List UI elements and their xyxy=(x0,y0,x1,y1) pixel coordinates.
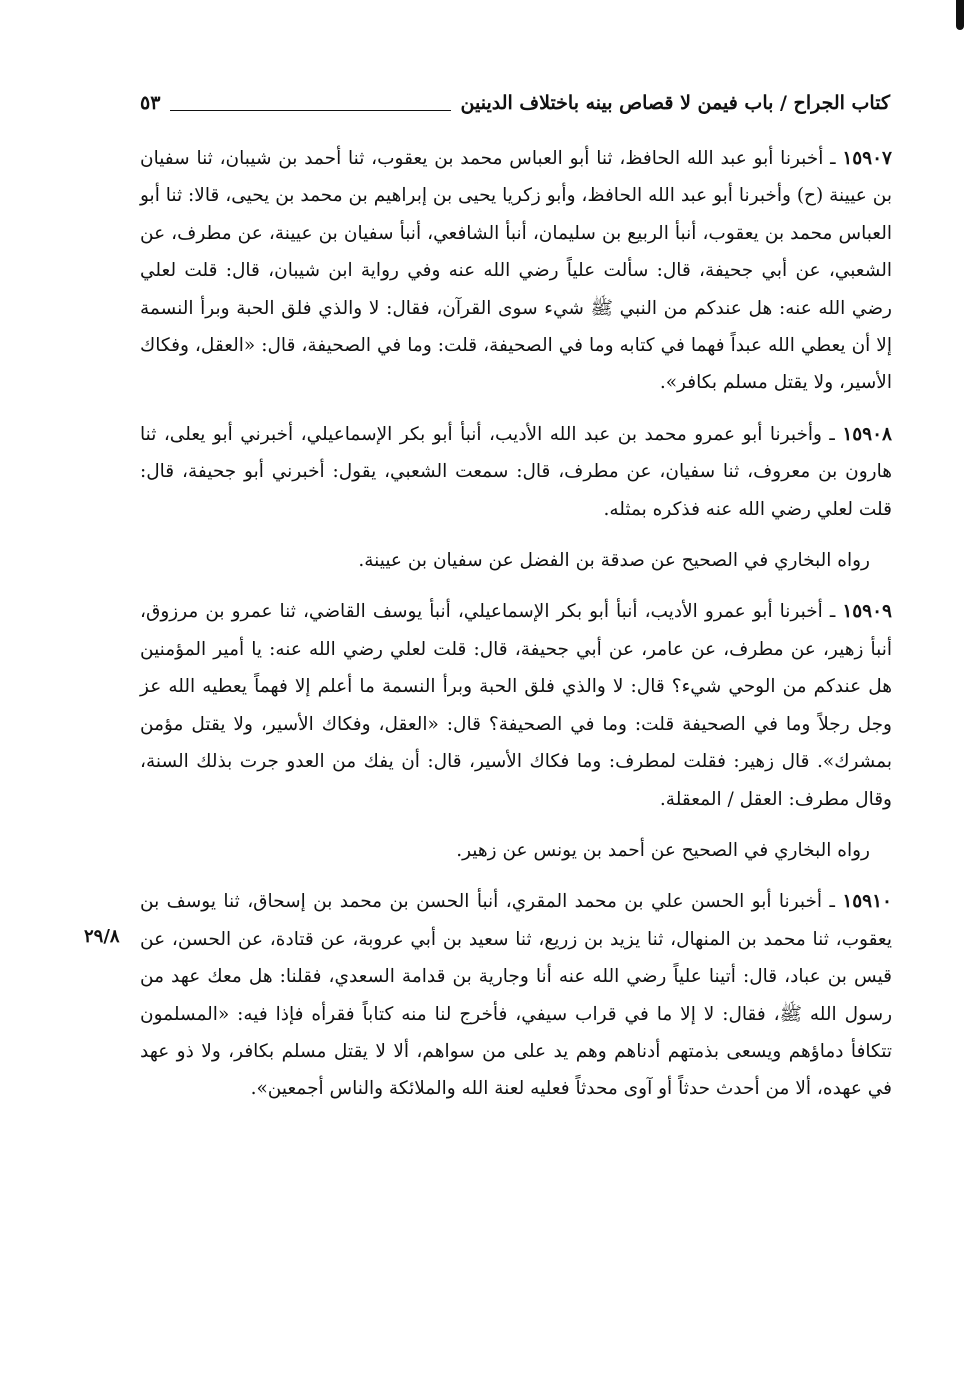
hadith-text: ـ أخبرنا أبو عبد الله الحافظ، ثنا أبو العباس محمد بن يعقوب، ثنا أحمد بن شيبان، ثنا سفيان بن عيينة (ح) وأخبرنا أبو عبد الله الحافظ، وأبو زكريا يحيى بن إبراهيم بن محمد بن يحيى، قالا: ثنا أبو العباس محمد بن يعقوب، أنبأ الربيع بن سليمان، أنبأ الشافعي، أنبأ سفيان بن عيينة، عن مطرف، عن الشعبي، عن أبي جحيفة، قال: سألت علياً رضي الله عنه وفي رواية ابن شيبان، قال: قلت لعلي رضي الله عنه: هل عندكم من النبي ﷺ شيء سوى القرآن، فقال: لا والذي فلق الحبة وبرأ النسمة إلا أن يعطي الله عبداً فهما في كتابه وما في الصحيفة، قلت: وما في الصحيفة، قال: «العقل، وفكاك الأسير، ولا يقتل مسلم بكافر». xyxy=(140,148,892,394)
page-number: ٥٣ xyxy=(140,92,161,114)
page-body xyxy=(140,140,892,1122)
hadith-text: ـ أخبرنا أبو الحسن علي بن محمد المقري، أنبأ الحسن بن محمد بن إسحاق، ثنا يوسف بن يعقوب، ثنا محمد بن المنهال، ثنا يزيد بن زريع، ثنا سعيد بن أبي عروبة، عن قتادة، عن الحسن، عن قيس بن عباد، قال: أتينا علياً رضي الله عنه أنا وجارية بن قدامة السعدي، فقلنا: هل معك عهد من رسول الله ﷺ، فقال: لا إلا ما في قراب سيفي، فأخرج لنا منه كتاباً فقرأه فإذا فيه: «المسلمون تتكافأ دماؤهم ويسعى بذمتهم أدناهم وهم يد على من سواهم، ألا لا يقتل مسلم بكافر، ولا ذو عهد في عهده، ألا من أحدث حدثاً أو آوى محدثاً فعليه لعنة الله والملائكة والناس أجمعين». xyxy=(140,891,892,1100)
header-rule xyxy=(170,96,450,111)
takhrij-note: رواه البخاري في الصحيح عن صدقة بن الفضل عن سفيان بن عيينة. xyxy=(358,550,870,572)
page-edge-mark xyxy=(956,0,964,30)
hadith-number: ١٥٩٠٧ xyxy=(842,148,892,169)
hadith-text: ـ وأخبرنا أبو عمرو محمد بن عبد الله الأديب، أنبأ أبو بكر الإسماعيلي، أخبرني أبو يعلى، ثنا هارون بن معروف، ثنا سفيان، عن مطرف، قال: سمعت الشعبي، يقول: أخبرني أبو جحيفة، قال: قلت لعلي رضي الله عنه فذكره بمثله. xyxy=(140,423,892,520)
hadith-number: ١٥٩٠٨ xyxy=(842,423,892,445)
hadith-15907 xyxy=(140,140,892,402)
hadith-number: ١٥٩٠٩ xyxy=(842,601,892,623)
hadith-text: ـ أخبرنا أبو عمرو الأديب، أنبأ أبو بكر الإسماعيلي، أنبأ يوسف القاضي، ثنا عمرو بن مرزوق، أنبأ زهير، عن مطرف، عن عامر، عن أبي جحيفة، قال: قلت لعلي رضي الله عنه: يا أمير المؤمنين هل عندكم من الوحي شيء؟ قال: لا والذي فلق الحبة وبرأ النسمة ما أعلم إلا فهماً يعطيه الله عز وجل رجلاً وما في الصحيفة قلت: وما في الصحيفة؟ قال: «العقل، وفكاك الأسير، ولا يقتل مؤمن بمشرك». قال زهير: فقلت لمطرف: وما فكاك الأسير، قال: أن يفك من العدو جرت بذلك السنة، وقال مطرف: العقل / المعقلة. xyxy=(140,601,892,810)
hadith-number: ١٥٩١٠ xyxy=(842,891,892,913)
hadith-15910 xyxy=(140,883,892,1107)
takhrij-note: رواه البخاري في الصحيح عن أحمد بن يونس عن زهير. xyxy=(456,839,870,861)
hadith-15909 xyxy=(140,593,892,817)
hadith-15908 xyxy=(140,416,892,528)
header-title: كتاب الجراح / باب فيمن لا قصاص بينه باختلاف الدينين xyxy=(460,92,890,114)
margin-reference: ٢٩/٨ xyxy=(84,926,120,947)
running-header xyxy=(140,88,890,118)
